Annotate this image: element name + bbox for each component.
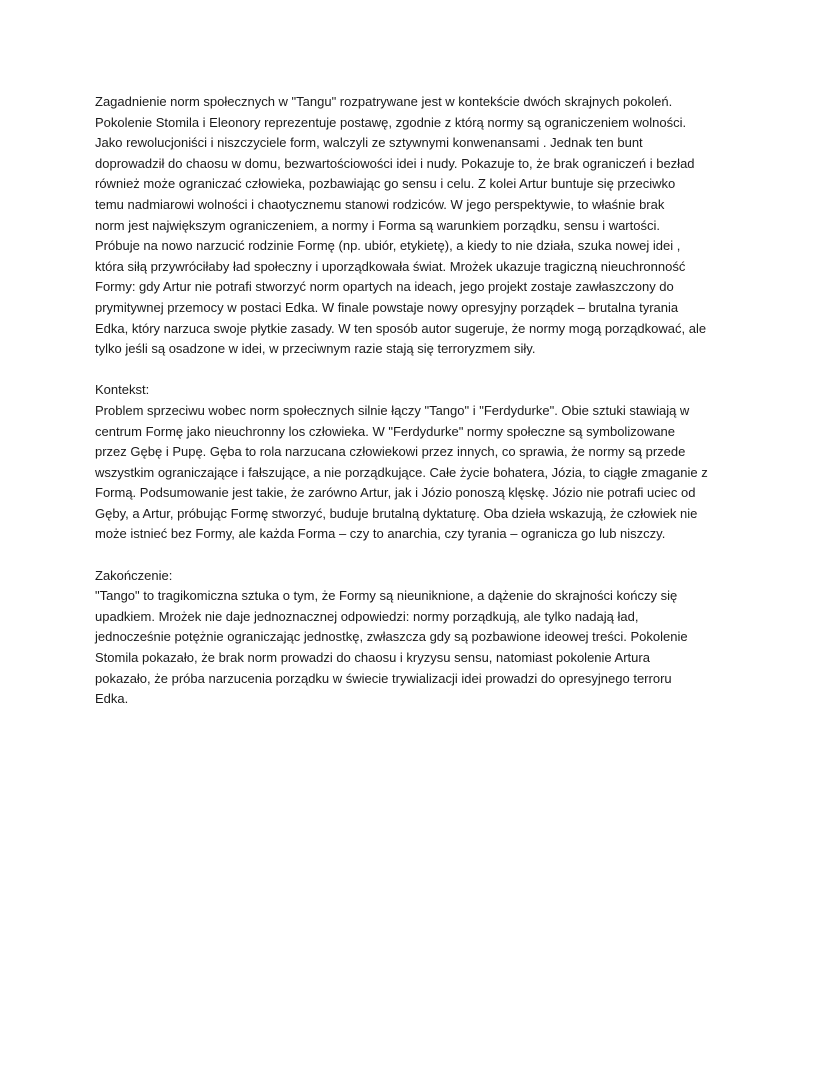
text-line: norm jest największym ograniczeniem, a normy i Forma są warunkiem porządku, sensu i wartości. <box>95 217 660 233</box>
paragraph-context <box>95 380 745 545</box>
paragraph-gap <box>95 545 745 566</box>
text-line: Edka, który narzuca swoje płytkie zasady. W ten sposób autor sugeruje, że normy mogą porządkować, ale <box>95 320 707 336</box>
text-line: Formą. Podsumowanie jest takie, że zarówno Artur, jak i Józio ponoszą klęskę. Józio nie potrafi uciec od <box>95 485 696 501</box>
text-line: tylko jeśli są osadzone w idei, w przeciwnym razie stają się terroryzmem siły. <box>95 341 536 357</box>
text-line: Gęby, a Artur, próbując Formę stworzyć, buduje brutalną dyktaturę. Oba dzieła wskazują, że człowiek nie <box>95 505 698 521</box>
text-line: Problem sprzeciwu wobec norm społecznych silnie łączy "Tango" i "Ferdydurke". Obie sztuki stawiają w <box>95 402 690 418</box>
text-line: Formy: gdy Artur nie potrafi stworzyć norm opartych na ideach, jego projekt zostaje zawłaszczony do <box>95 279 674 295</box>
text-line: pokazało, że próba narzucenia porządku w świecie trywializacji idei prowadzi do opresyjnego terroru <box>95 670 672 686</box>
text-line: prymitywnej przemocy w postaci Edka. W finale powstaje nowy opresyjny porządek – brutalna tyrania <box>95 299 679 315</box>
text-line: może istnieć bez Formy, ale każda Forma – czy to anarchia, czy tyrania – ogranicza go lub niszczy. <box>95 526 666 542</box>
document-body <box>95 92 745 710</box>
text-line: Próbuje na nowo narzucić rodzinie Formę (np. ubiór, etykietę), a kiedy to nie działa, szuka nowej idei , <box>95 238 681 254</box>
text-line: centrum Formę jako nieuchronny los człowieka. W "Ferdydurke" normy społeczne są symbolizowane <box>95 423 676 439</box>
paragraph-tango-norms <box>95 92 745 360</box>
text-line: doprowadził do chaosu w domu, bezwartościowości idei i nudy. Pokazuje to, że brak ograniczeń i bezład <box>95 155 695 171</box>
text-line: Stomila pokazało, że brak norm prowadzi do chaosu i kryzysu sensu, natomiast pokolenie Artura <box>95 650 650 666</box>
context-heading: Kontekst: <box>95 382 150 398</box>
text-line: również może ograniczać człowieka, pozbawiając go sensu i celu. Z kolei Artur buntuje się przeciwko <box>95 176 676 192</box>
paragraph-gap <box>95 360 745 381</box>
text-line: upadkiem. Mrożek nie daje jednoznacznej odpowiedzi: normy porządkują, ale tylko nadają ład, <box>95 608 639 624</box>
text-line: Edka. <box>95 691 129 707</box>
text-line: temu nadmiarowi wolności i chaotycznemu stanowi rodziców. W jego perspektywie, to właśnie brak <box>95 196 665 212</box>
text-line: Zagadnienie norm społecznych w "Tangu" rozpatrywane jest w kontekście dwóch skrajnych pokoleń. <box>95 94 673 109</box>
text-line: jednocześnie potężnie ograniczając jednostkę, zwłaszcza gdy są pozbawione ideowej treści. Pokolenie <box>95 629 688 645</box>
text-line: która siłą przywróciłaby ład społeczny i uporządkowała świat. Mrożek ukazuje tragiczną nieuchronność <box>95 258 686 274</box>
text-line: wszystkim ograniczające i fałszujące, a nie porządkujące. Całe życie bohatera, Józia, to ciągłe zmaganie z <box>95 464 708 480</box>
text-line: Jako rewolucjoniści i niszczyciele form, walczyli ze sztywnymi konwenansami . Jednak ten bunt <box>95 135 643 151</box>
text-line: przez Gębę i Pupę. Gęba to rola narzucana człowiekowi przez innych, co sprawia, że normy są przede <box>95 444 686 460</box>
text-line: Pokolenie Stomila i Eleonory reprezentuje postawę, zgodnie z którą normy są ograniczeniem wolności. <box>95 114 687 130</box>
text-line: "Tango" to tragikomiczna sztuka o tym, że Formy są nieuniknione, a dążenie do skrajności kończy się <box>95 588 678 604</box>
conclusion-heading: Zakończenie: <box>95 567 173 583</box>
paragraph-conclusion <box>95 566 745 710</box>
